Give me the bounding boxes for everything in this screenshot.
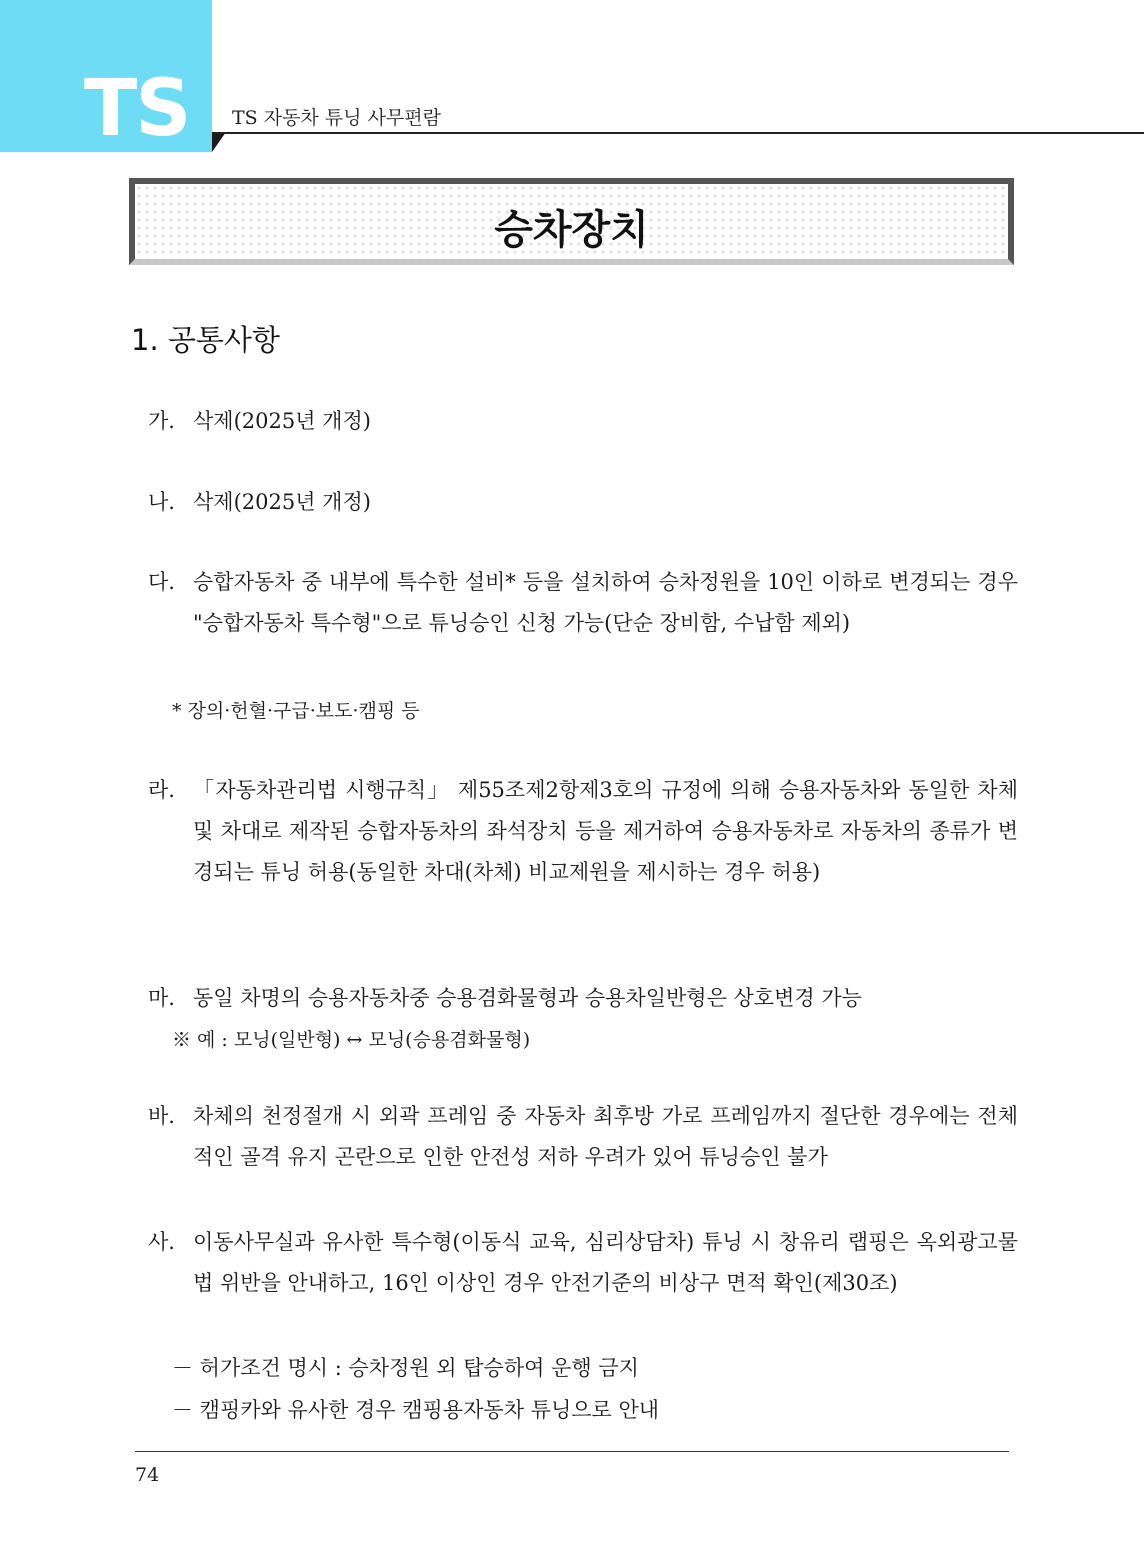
item-text: 「자동차관리법 시행규칙」 제55조제2항제3호의 규정에 의해 승용자동차와 동일한 차체 및 차대로 제작된 승합자동차의 좌석장치 등을 제거하여 승용자동차로 자동차의 종류가 변경되는 튜닝 허용(동일한 차대(차체) 비교제원을 제시하는 경우 허용): [193, 778, 1018, 884]
item-label: 사.: [148, 1230, 175, 1254]
list-item: [148, 1222, 1018, 1304]
list-item: [148, 978, 1018, 1019]
item-text: 삭제(2025년 개정): [193, 409, 371, 433]
section-heading: 1. 공통사항: [131, 323, 280, 357]
item-label: 라.: [148, 778, 175, 802]
sub-point: － 캠핑카와 유사한 경우 캠핑용자동차 튜닝으로 안내: [172, 1398, 660, 1422]
item-label: 마.: [148, 986, 175, 1010]
item-label: 가.: [148, 409, 175, 433]
page-number: 74: [135, 1464, 160, 1486]
item-text: 동일 차명의 승용자동차중 승용겸화물형과 승용차일반형은 상호변경 가능: [193, 986, 862, 1010]
item-text: 차체의 천정절개 시 외곽 프레임 중 자동차 최후방 가로 프레임까지 절단한 경우에는 전체적인 골격 유지 곤란으로 인한 안전성 저하 우려가 있어 튜닝승인 불가: [193, 1104, 1018, 1169]
note-ma: ※ 예 : 모닝(일반형) ↔ 모닝(승용겸화물형): [172, 1029, 531, 1051]
header-wedge-decoration: [212, 132, 226, 152]
header-title: TS 자동차 튜닝 사무편람: [232, 107, 441, 129]
list-item: [148, 482, 1018, 523]
footer-rule: [135, 1451, 1009, 1452]
item-label: 다.: [148, 570, 175, 594]
page-title: 승차장치: [494, 207, 649, 253]
note-da: * 장의·헌혈·구급·보도·캠핑 등: [172, 700, 420, 722]
list-item: [148, 1096, 1018, 1178]
sub-point: － 허가조건 명시 : 승차정원 외 탑승하여 운행 금지: [172, 1356, 639, 1380]
title-box: [129, 178, 1014, 265]
list-item: [148, 401, 1018, 442]
header-rule: [212, 132, 1144, 134]
item-text: 이동사무실과 유사한 특수형(이동식 교육, 심리상담차) 튜닝 시 창유리 랩핑은 옥외광고물법 위반을 안내하고, 16인 이상인 경우 안전기준의 비상구 면적 확인(제30조): [193, 1230, 1018, 1295]
item-text: 승합자동차 중 내부에 특수한 설비* 등을 설치하여 승차정원을 10인 이하로 변경되는 경우 "승합자동차 특수형"으로 튜닝승인 신청 가능(단순 장비함, 수납함 제외): [193, 570, 1018, 635]
item-text: 삭제(2025년 개정): [193, 490, 371, 514]
list-item: [148, 770, 1018, 893]
item-label: 나.: [148, 490, 175, 514]
item-label: 바.: [148, 1104, 175, 1128]
list-item: [148, 562, 1018, 644]
ts-logo: TS: [84, 64, 190, 154]
